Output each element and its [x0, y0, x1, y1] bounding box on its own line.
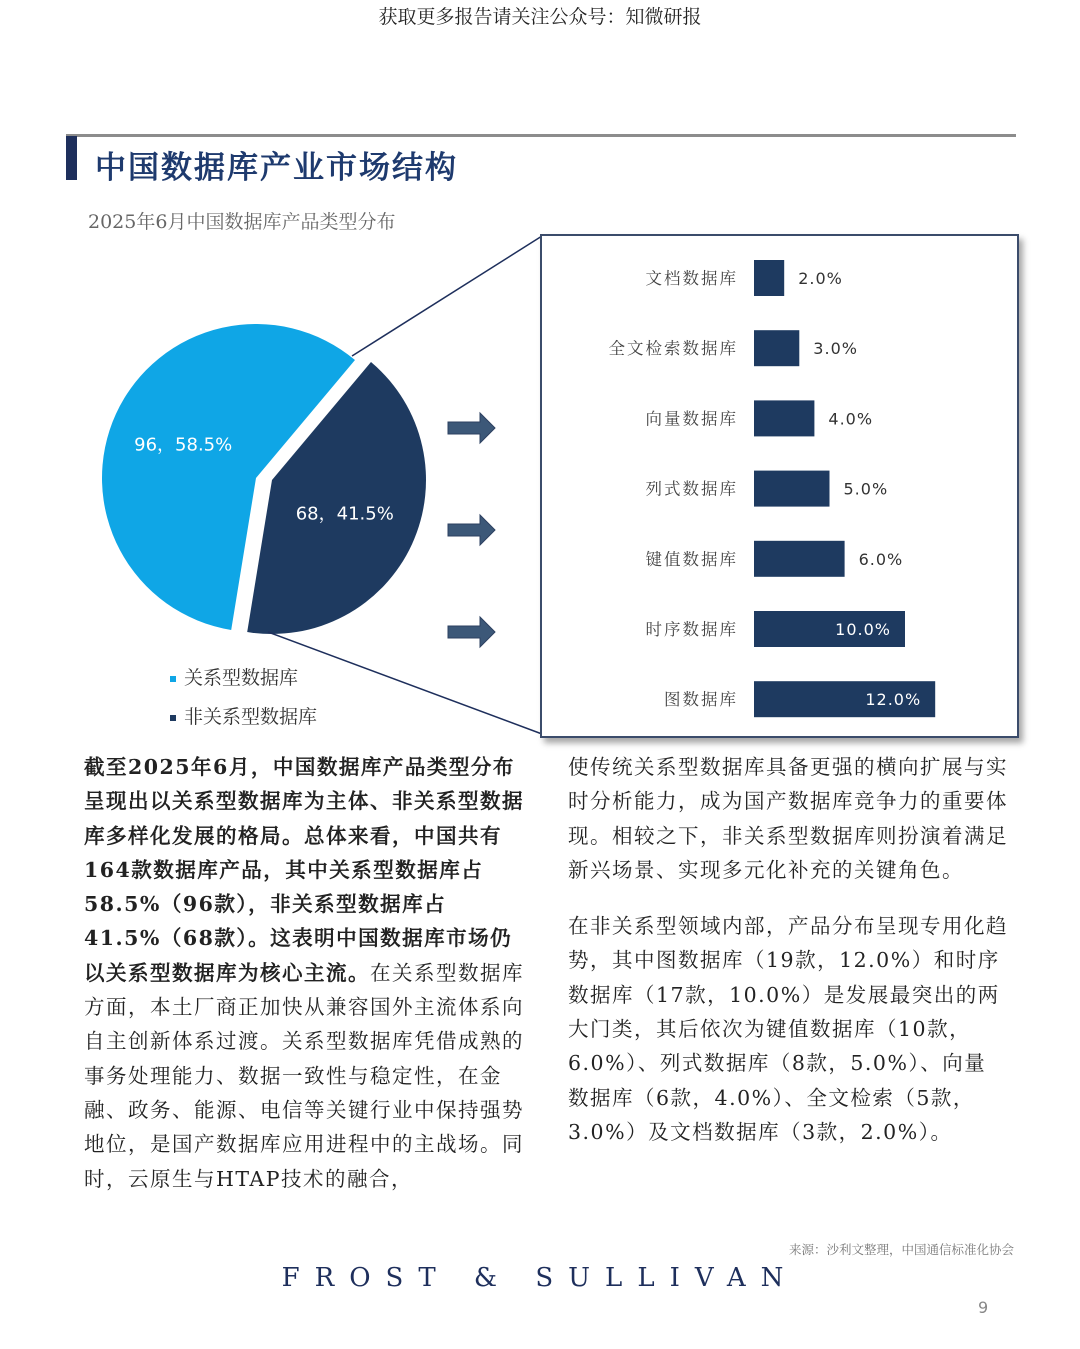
- body-right-paragraph-2: 在非关系型领域内部，产品分布呈现专用化趋势，其中图数据库（19款，12.0%）和时序数据库（17款，10.0%）是发展最突出的两大门类，其后依次为键值数据库（10款，6.0%）、列式数据库（8款，5.0%）、向量数据库（6款，4.0%）、全文检索（5款，3.0%）及文档数据库（3款，2.0%）。: [568, 914, 1008, 1144]
- bar-chart-panel: [540, 234, 1019, 738]
- bar-category-label: 键值数据库: [645, 549, 738, 569]
- bar-value-label: 10.0%: [835, 620, 891, 639]
- body-right-column: [568, 750, 1008, 1149]
- legend-swatch-relational: [170, 676, 176, 682]
- bar-3: [754, 400, 814, 436]
- bar-value-label: 5.0%: [843, 479, 889, 499]
- bar-4: [754, 471, 830, 507]
- legend-item-relational: [170, 663, 298, 690]
- bar-category-label: 列式数据库: [645, 479, 738, 499]
- bar-category-label: 向量数据库: [645, 409, 738, 429]
- legend-item-nonrelational: [170, 702, 317, 729]
- page-title: 中国数据库产业市场结构: [95, 150, 458, 186]
- arrow-icon: [448, 617, 495, 647]
- body-right-paragraph-1: 使传统关系型数据库具备更强的横向扩展与实时分析能力，成为国产数据库竞争力的重要体现。相较之下，非关系型数据库则扮演着满足新兴场景、实现多元化补充的关键角色。: [568, 755, 1008, 882]
- bar-value-label: 2.0%: [798, 269, 843, 288]
- bar-value-label: 12.0%: [865, 690, 922, 710]
- bar-value-label: 6.0%: [858, 549, 904, 569]
- bar-chart: [542, 236, 1017, 736]
- header-note: 获取更多报告请关注公众号：知微研报: [378, 6, 702, 28]
- brand-logo: FROST & SULLIVAN: [281, 1263, 799, 1293]
- bar-category-label: 全文检索数据库: [608, 339, 738, 359]
- legend-label-nonrelational: 非关系型数据库: [184, 706, 318, 728]
- bar-value-label: 4.0%: [828, 409, 874, 429]
- source-note: 来源：沙利文整理，中国通信标准化协会: [788, 1242, 1014, 1257]
- bar-category-label: 图数据库: [664, 690, 738, 710]
- pie-data-label: 96，58.5%: [134, 434, 233, 456]
- page-number: 9: [978, 1298, 989, 1317]
- legend-label-relational: 关系型数据库: [184, 667, 299, 689]
- chart-subtitle: 2025年6月中国数据库产品类型分布: [88, 211, 396, 233]
- pie-data-label: 68，41.5%: [295, 503, 394, 525]
- body-left-column: [84, 750, 529, 1196]
- body-left-text: 在关系型数据库方面，本土厂商正加快从兼容国外主流体系向自主创新体系过渡。关系型数据库凭借成熟的事务处理能力、数据一致性与稳定性，在金融、政务、能源、电信等关键行业中保持强势地位，是国产数据库应用进程中的主战场。同时，云原生与HTAP技术的融合，: [84, 960, 524, 1191]
- body-left-bold: 截至2025年6月，中国数据库产品类型分布呈现出以关系型数据库为主体、非关系型数据库多样化发展的格局。总体来看，中国共有164款数据库产品，其中关系型数据库占58.5%（96款），非关系型数据库占41.5%（68款）。这表明中国数据库市场仍以关系型数据库为核心主流。: [84, 755, 524, 985]
- bar-2: [754, 330, 799, 366]
- bar-category-label: 文档数据库: [645, 269, 738, 288]
- arrow-icon: [448, 413, 495, 443]
- connector-line-top: [352, 236, 542, 356]
- arrow-icon: [448, 515, 495, 545]
- bar-5: [754, 541, 845, 577]
- bar-category-label: 时序数据库: [645, 620, 738, 639]
- bar-1: [754, 260, 784, 296]
- bar-value-label: 3.0%: [813, 339, 858, 359]
- legend-swatch-nonrelational: [170, 715, 176, 721]
